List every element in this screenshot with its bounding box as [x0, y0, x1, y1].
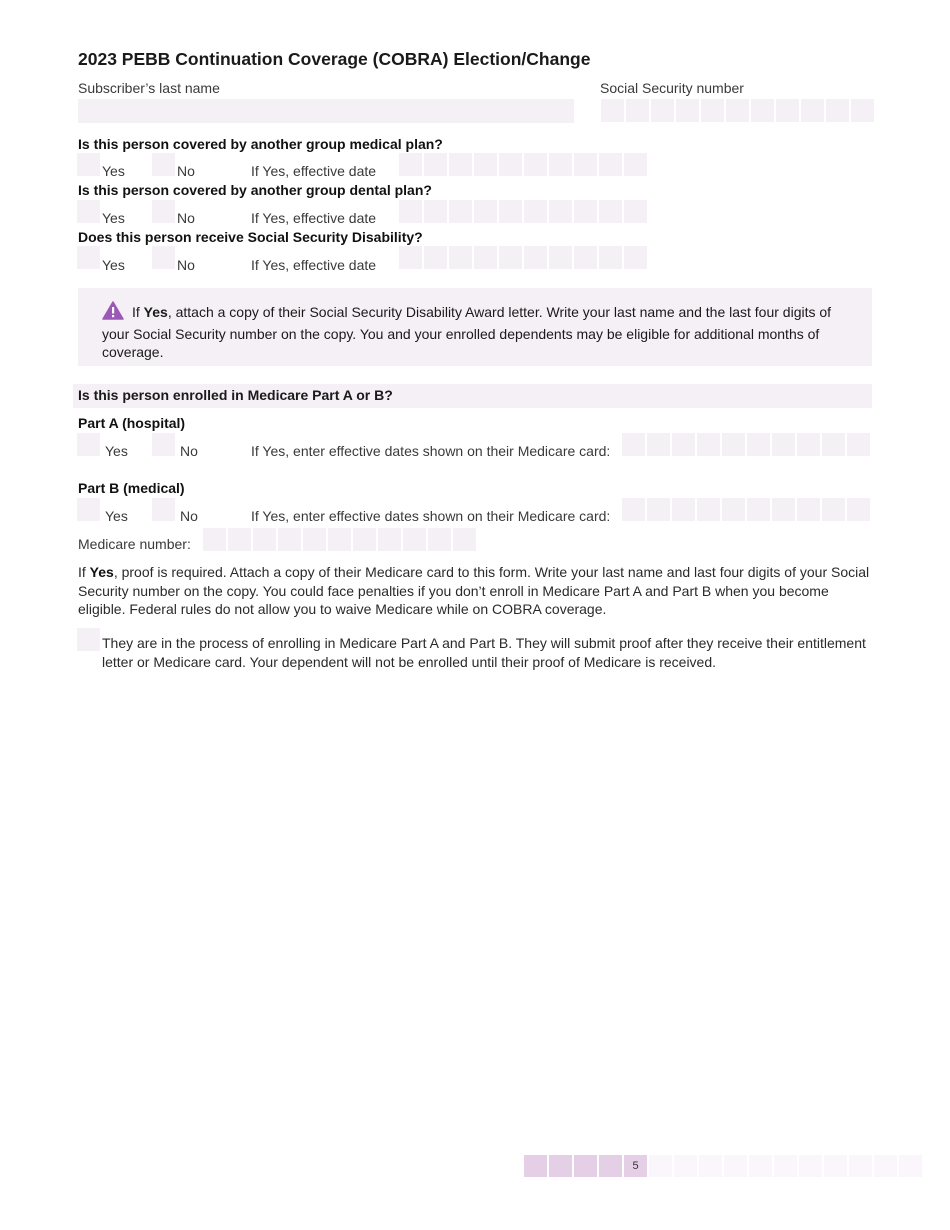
dental-yes-label: Yes	[102, 210, 125, 226]
part-b-yes-checkbox[interactable]	[77, 498, 100, 521]
disability-no-checkbox[interactable]	[152, 246, 175, 269]
dental-no-label: No	[177, 210, 195, 226]
part-b-label: Part B (medical)	[78, 480, 185, 496]
date-cell[interactable]	[772, 433, 795, 456]
date-cell[interactable]	[549, 246, 572, 269]
page-tab	[674, 1155, 697, 1177]
date-cell[interactable]	[672, 433, 695, 456]
page-tab	[799, 1155, 822, 1177]
date-cell[interactable]	[624, 200, 647, 223]
ssn-digit-cell[interactable]	[626, 99, 649, 122]
date-cell[interactable]	[524, 200, 547, 223]
date-cell[interactable]	[574, 200, 597, 223]
page-indicator	[524, 1155, 922, 1177]
date-cell[interactable]	[622, 498, 645, 521]
disability-yes-checkbox[interactable]	[77, 246, 100, 269]
ssn-digit-cell[interactable]	[851, 99, 874, 122]
callout-body: , attach a copy of their Social Security Disability Award letter. Write your last name and the last four digits of your Social Security number on the copy. You and your enrolled dependents may be eligible for additional months of coverage.	[102, 304, 832, 360]
disability-effective-date-field[interactable]	[399, 246, 647, 269]
date-cell[interactable]	[772, 498, 795, 521]
date-cell[interactable]	[747, 433, 770, 456]
date-cell[interactable]	[549, 200, 572, 223]
date-cell[interactable]	[499, 200, 522, 223]
page-tab	[849, 1155, 872, 1177]
current-page-number: 5	[624, 1155, 647, 1177]
date-cell[interactable]	[574, 246, 597, 269]
page-title: 2023 PEBB Continuation Coverage (COBRA) Election/Change	[78, 49, 591, 69]
date-cell[interactable]	[697, 433, 720, 456]
date-cell[interactable]	[424, 153, 447, 176]
date-cell[interactable]	[797, 498, 820, 521]
part-a-no-label: No	[180, 443, 198, 459]
medicare-number-label: Medicare number:	[78, 536, 191, 552]
date-cell[interactable]	[424, 246, 447, 269]
page-tab	[699, 1155, 722, 1177]
medical-yes-label: Yes	[102, 163, 125, 179]
date-cell[interactable]	[822, 498, 845, 521]
enrolling-checkbox[interactable]	[77, 628, 100, 651]
medical-yes-checkbox[interactable]	[77, 153, 100, 176]
medicare-question: Is this person enrolled in Medicare Part A or B?	[78, 387, 393, 403]
proof-prefix: If	[78, 564, 90, 580]
medicare-number-cell[interactable]	[378, 528, 401, 551]
medicare-number-cell[interactable]	[253, 528, 276, 551]
dental-effective-date-field[interactable]	[399, 200, 647, 223]
ssn-digit-cell[interactable]	[651, 99, 674, 122]
disability-yes-label: Yes	[102, 257, 125, 273]
date-cell[interactable]	[722, 498, 745, 521]
ssn-digit-cell[interactable]	[776, 99, 799, 122]
date-cell[interactable]	[822, 433, 845, 456]
ssn-digit-cell[interactable]	[726, 99, 749, 122]
date-cell[interactable]	[622, 433, 645, 456]
page-tab	[874, 1155, 897, 1177]
page-tab	[724, 1155, 747, 1177]
date-cell[interactable]	[499, 246, 522, 269]
medicare-number-field[interactable]	[203, 528, 476, 551]
date-cell[interactable]	[474, 246, 497, 269]
part-b-effective-date-field[interactable]	[622, 498, 870, 521]
date-cell[interactable]	[599, 246, 622, 269]
ssn-digit-cell[interactable]	[701, 99, 724, 122]
page-tab	[549, 1155, 572, 1177]
medicare-number-cell[interactable]	[428, 528, 451, 551]
part-a-date-label: If Yes, enter effective dates shown on their Medicare card:	[251, 443, 611, 459]
dental-no-checkbox[interactable]	[152, 200, 175, 223]
date-cell[interactable]	[847, 433, 870, 456]
date-cell[interactable]	[647, 498, 670, 521]
page-tab	[599, 1155, 622, 1177]
callout-text	[102, 301, 852, 362]
disability-question: Does this person receive Social Security Disability?	[78, 229, 423, 245]
page-tab	[749, 1155, 772, 1177]
medicare-number-cell[interactable]	[328, 528, 351, 551]
part-a-yes-checkbox[interactable]	[77, 433, 100, 456]
dental-date-label: If Yes, effective date	[251, 210, 377, 226]
page-tab	[899, 1155, 922, 1177]
date-cell[interactable]	[647, 433, 670, 456]
warning-icon	[102, 301, 124, 325]
disability-no-label: No	[177, 257, 195, 273]
date-cell[interactable]	[399, 200, 422, 223]
date-cell[interactable]	[549, 153, 572, 176]
medicare-number-cell[interactable]	[203, 528, 226, 551]
medical-no-label: No	[177, 163, 195, 179]
ssn-digit-cell[interactable]	[826, 99, 849, 122]
date-cell[interactable]	[797, 433, 820, 456]
ssn-digit-cell[interactable]	[601, 99, 624, 122]
date-cell[interactable]	[449, 153, 472, 176]
date-cell[interactable]	[449, 200, 472, 223]
date-cell[interactable]	[524, 246, 547, 269]
date-cell[interactable]	[474, 153, 497, 176]
date-cell[interactable]	[697, 498, 720, 521]
part-a-no-checkbox[interactable]	[152, 433, 175, 456]
date-cell[interactable]	[624, 246, 647, 269]
part-b-yes-label: Yes	[105, 508, 128, 524]
date-cell[interactable]	[599, 153, 622, 176]
dental-plan-question: Is this person covered by another group dental plan?	[78, 182, 432, 198]
callout-prefix: If	[132, 304, 144, 320]
medicare-number-cell[interactable]	[353, 528, 376, 551]
subscriber-last-name-label: Subscriber’s last name	[78, 80, 220, 96]
ssn-digit-cell[interactable]	[801, 99, 824, 122]
page-tab	[574, 1155, 597, 1177]
disability-date-label: If Yes, effective date	[251, 257, 377, 273]
medicare-number-cell[interactable]	[278, 528, 301, 551]
medical-date-label: If Yes, effective date	[251, 163, 377, 179]
medicare-proof-paragraph	[78, 563, 874, 619]
part-b-no-checkbox[interactable]	[152, 498, 175, 521]
medical-no-checkbox[interactable]	[152, 153, 175, 176]
date-cell[interactable]	[524, 153, 547, 176]
date-cell[interactable]	[624, 153, 647, 176]
date-cell[interactable]	[574, 153, 597, 176]
subscriber-last-name-field[interactable]	[78, 99, 574, 123]
date-cell[interactable]	[474, 200, 497, 223]
medicare-number-cell[interactable]	[453, 528, 476, 551]
page-tab	[524, 1155, 547, 1177]
proof-bold: Yes	[89, 564, 114, 580]
medicare-number-cell[interactable]	[228, 528, 251, 551]
proof-body: , proof is required. Attach a copy of their Medicare card to this form. Write your last name and last four digits of your Social Security number on the copy. You could face penalties if you don’t enroll in Medicare Part A and Part B when you become eligible. Federal rules do not allow you to waive Medicare while on COBRA coverage.	[78, 564, 870, 617]
medical-plan-question: Is this person covered by another group medical plan?	[78, 136, 443, 152]
ssn-field[interactable]	[601, 99, 874, 122]
date-cell[interactable]	[499, 153, 522, 176]
date-cell[interactable]	[599, 200, 622, 223]
date-cell[interactable]	[722, 433, 745, 456]
page-tab	[774, 1155, 797, 1177]
date-cell[interactable]	[399, 153, 422, 176]
callout-bold: Yes	[143, 304, 168, 320]
part-a-yes-label: Yes	[105, 443, 128, 459]
part-b-date-label: If Yes, enter effective dates shown on their Medicare card:	[251, 508, 611, 524]
medicare-number-cell[interactable]	[303, 528, 326, 551]
date-cell[interactable]	[747, 498, 770, 521]
ssn-label: Social Security number	[600, 80, 744, 96]
enrolling-text: They are in the process of enrolling in Medicare Part A and Part B. They will submit proof after they receive their entitlement letter or Medicare card. Your dependent will not be enrolled until their proof of Medicare is received.	[102, 635, 866, 670]
part-b-no-label: No	[180, 508, 198, 524]
date-cell[interactable]	[449, 246, 472, 269]
date-cell[interactable]	[672, 498, 695, 521]
page-tab	[649, 1155, 672, 1177]
date-cell[interactable]	[424, 200, 447, 223]
ssn-digit-cell[interactable]	[676, 99, 699, 122]
medicare-question-band	[73, 384, 872, 408]
date-cell[interactable]	[399, 246, 422, 269]
page-tab	[824, 1155, 847, 1177]
date-cell[interactable]	[847, 498, 870, 521]
medical-effective-date-field[interactable]	[399, 153, 647, 176]
medicare-number-cell[interactable]	[403, 528, 426, 551]
part-a-effective-date-field[interactable]	[622, 433, 870, 456]
ssn-digit-cell[interactable]	[751, 99, 774, 122]
disability-callout	[78, 288, 872, 366]
part-a-label: Part A (hospital)	[78, 415, 186, 431]
dental-yes-checkbox[interactable]	[77, 200, 100, 223]
